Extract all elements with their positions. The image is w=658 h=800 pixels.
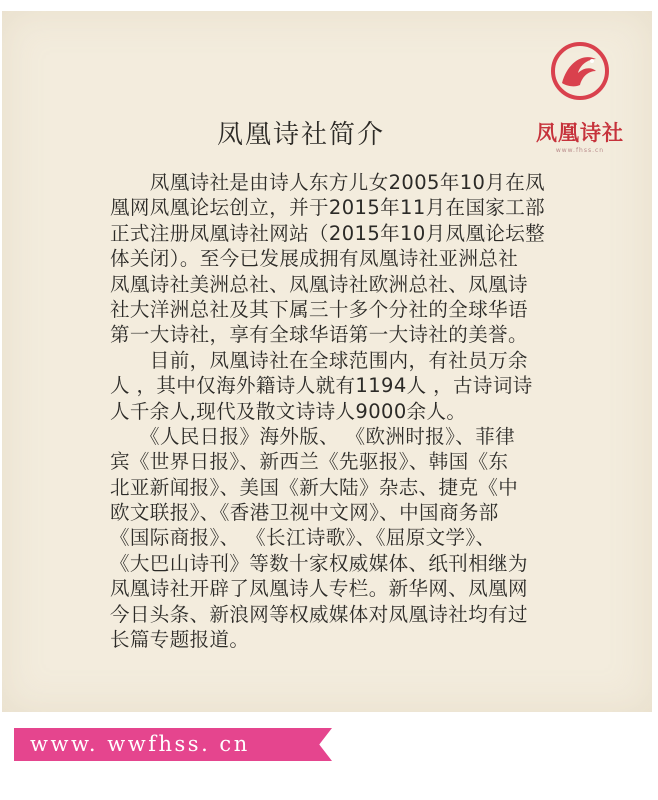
body-line: 人 ，其中仅海外籍诗人就有1194人 ，古诗词诗 (110, 374, 533, 398)
body-line: 《人民日报》海外版、 《欧洲时报》、菲律 (110, 424, 515, 448)
body-line: 欧文联报》、《香港卫视中文网》、中国商务部 (110, 501, 499, 525)
body-line: 第一大诗社，享有全球华语第一大诗社的美誉。 (110, 323, 528, 347)
body-line: 凤凰诗社开辟了凤凰诗人专栏。新华网、凤凰网 (110, 577, 528, 601)
body-line: 凤凰诗社美洲总社、凤凰诗社欧洲总社、凤凰诗 (110, 272, 528, 296)
body-line: 体关闭）。至今已发展成拥有凤凰诗社亚洲总社 (110, 247, 519, 271)
body-line: 正式注册凤凰诗社网站（2015年10月凤凰论坛整 (110, 221, 546, 245)
footer-url-link[interactable]: www. wwfhss. cn (30, 732, 250, 756)
body-line: 人千余人,现代及散文诗诗人9000余人。 (110, 399, 467, 423)
intro-card (2, 11, 652, 712)
body-line: 今日头条、新浪网等权威媒体对凤凰诗社均有过 (110, 602, 528, 626)
body-line: 凤凰诗社是由诗人东方儿女2005年10月在凤 (110, 171, 546, 194)
body-line: 长篇专题报道。 (110, 628, 250, 652)
body-line: 北亚新闻报》、美国《新大陆》杂志、捷克《中 (110, 475, 519, 499)
page-title: 凤凰诗社简介 (217, 120, 386, 150)
body-line: 目前，凤凰诗社在全球范围内，有社员万余 (110, 348, 528, 372)
brand-name: 凤凰诗社 (536, 121, 624, 145)
intro-paragraphs (110, 170, 610, 652)
brand-logo[interactable] (532, 41, 628, 169)
body-line: 《大巴山诗刊》等数十家权威媒体、纸刊相继为 (110, 551, 528, 575)
body-line: 凰网凤凰论坛创立，并于2015年11月在国家工部 (110, 196, 546, 220)
phoenix-circle-icon (550, 41, 610, 101)
body-line: 宾《世界日报》、新西兰《先驱报》、韩国《东 (110, 450, 509, 474)
body-line: 社大洋洲总社及其下属三十多个分社的全球华语 (110, 297, 528, 321)
brand-small-url: www.fhss.cn (555, 147, 605, 154)
body-line: 《国际商报》、 《长江诗歌》、《屈原文学》、 (110, 526, 496, 550)
